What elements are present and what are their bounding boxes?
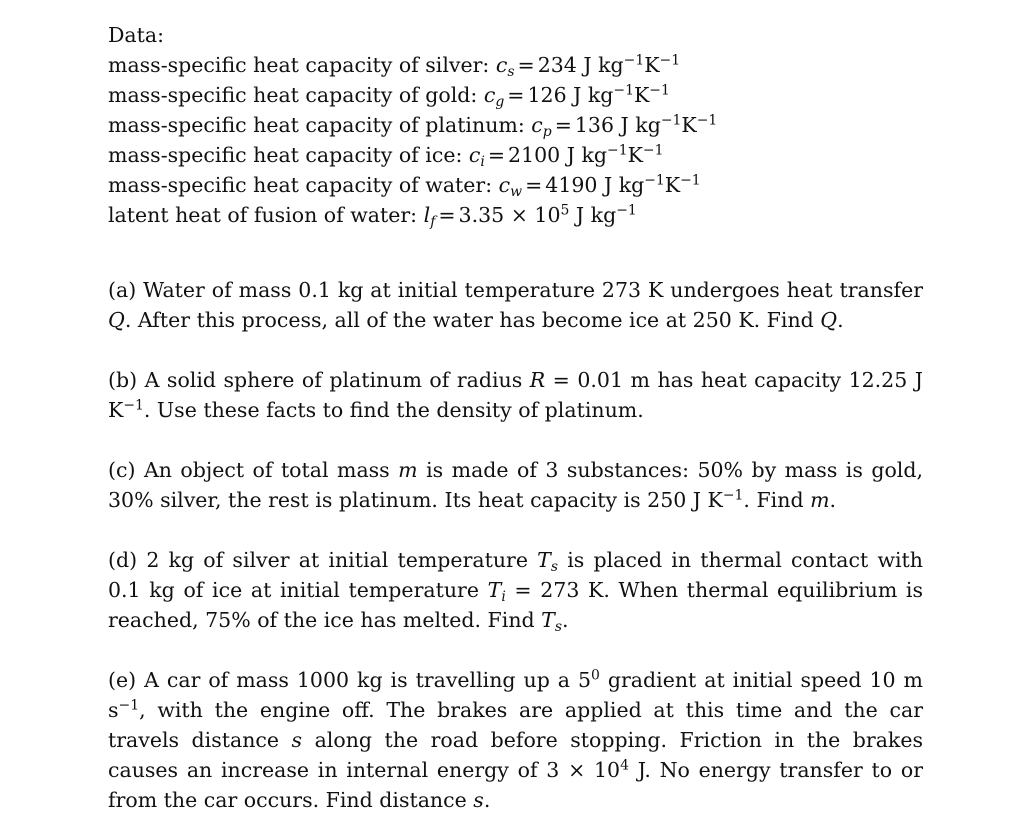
question-e bbox=[108, 665, 923, 815]
question-text: (c) An object of total mass bbox=[108, 458, 399, 482]
question-a bbox=[108, 275, 923, 335]
unit-exponent: −1 bbox=[642, 142, 664, 159]
data-label: mass-specific heat capacity of gold: bbox=[108, 83, 478, 107]
question-text: . bbox=[837, 308, 844, 332]
symbol: c bbox=[498, 173, 511, 197]
variable: Q bbox=[820, 308, 838, 332]
unit-k: K bbox=[681, 113, 697, 137]
question-text: is placed in thermal contact with 0.1 kg of ice at initial temperature bbox=[108, 548, 923, 602]
unit-exponent: −1 bbox=[659, 52, 681, 69]
variable-subscript: i bbox=[501, 589, 506, 606]
data-value: 126 J kg bbox=[527, 83, 614, 107]
variable: s bbox=[473, 788, 484, 812]
unit-exponent: −1 bbox=[616, 202, 637, 219]
question-text: (e) A car of mass 1000 kg is travelling up a 5 bbox=[108, 668, 592, 692]
exponent: −1 bbox=[123, 397, 144, 414]
question-text: (d) 2 kg of silver at initial temperature bbox=[108, 548, 538, 572]
symbol-subscript: g bbox=[495, 94, 505, 111]
data-item-latent-heat: latent heat of fusion of water: $l_f = 3.35 \times 10^5$ J $kg^{-1}$ bbox=[108, 202, 637, 231]
data-value: 234 J kg bbox=[537, 53, 624, 77]
question-text: is made of 3 substances: 50% by mass is gold, 30% silver, the rest is platinum. Its heat capacity is 250 J K bbox=[108, 458, 924, 512]
question-text: along the road before stopping. Friction in the brakes causes an increase in internal energy of 3 × 10 bbox=[108, 728, 923, 782]
data-value: 4190 J kg bbox=[545, 173, 645, 197]
question-text: . Find bbox=[743, 488, 811, 512]
variable: T bbox=[541, 608, 555, 632]
unit-k: K bbox=[627, 143, 643, 167]
data-value: 2100 J kg bbox=[508, 143, 608, 167]
question-text: J. No energy transfer to or from the car occurs. Find distance bbox=[108, 758, 923, 812]
data-label: mass-specific heat capacity of silver: bbox=[108, 53, 490, 77]
question-text: (a) Water of mass 0.1 kg at initial temperature 273 K undergoes heat transfer bbox=[108, 278, 923, 302]
variable: m bbox=[810, 488, 830, 512]
question-text: (b) A solid sphere of platinum of radius bbox=[108, 368, 530, 392]
exponent: 4 bbox=[620, 757, 629, 774]
question-text: . bbox=[562, 608, 569, 632]
question-text: , with the engine off. The brakes are applied at this time and the car travels distance bbox=[108, 698, 923, 752]
variable: T bbox=[537, 548, 551, 572]
data-item-gold: mass-specific heat capacity of gold: $c_g = 126$ J $kg^{-1}K^{-1}$ bbox=[108, 82, 670, 111]
data-label: mass-specific heat capacity of water: bbox=[108, 173, 493, 197]
unit-text: J kg bbox=[575, 203, 617, 227]
data-label: mass-specific heat capacity of platinum: bbox=[108, 113, 525, 137]
value-exponent: 5 bbox=[560, 202, 570, 219]
variable: Q bbox=[108, 308, 125, 332]
question-text: . bbox=[829, 488, 837, 512]
unit-exponent: −1 bbox=[660, 112, 682, 129]
unit-k: K bbox=[633, 83, 650, 107]
variable: m bbox=[398, 458, 418, 482]
data-item-ice: mass-specific heat capacity of ice: $c_i = 2100$ J $kg^{-1}K^{-1}$ bbox=[108, 142, 664, 171]
unit-exponent: −1 bbox=[607, 142, 628, 159]
question-d bbox=[108, 545, 923, 635]
question-text: . Use these facts to find the density of platinum. bbox=[143, 398, 644, 422]
symbol-subscript: s bbox=[507, 64, 515, 81]
symbol-subscript: f bbox=[430, 214, 436, 231]
variable-subscript: s bbox=[550, 559, 558, 576]
unit-k: K bbox=[644, 53, 660, 77]
variable: s bbox=[291, 728, 303, 752]
symbol: c bbox=[468, 143, 481, 167]
data-label: mass-specific heat capacity of ice: bbox=[108, 143, 463, 167]
question-text: = 0.01 m has heat capacity 12.25 J K bbox=[108, 368, 923, 422]
unit-exponent: −1 bbox=[644, 172, 665, 189]
unit-exponent: −1 bbox=[649, 82, 670, 99]
exponent: −1 bbox=[722, 487, 744, 504]
unit-exponent: −1 bbox=[623, 52, 645, 69]
question-text: = 273 K. When thermal equilibrium is reached, 75% of the ice has melted. Find bbox=[108, 578, 923, 632]
question-c bbox=[108, 455, 923, 515]
unit-exponent: −1 bbox=[696, 112, 718, 129]
exponent: −1 bbox=[118, 697, 140, 714]
variable: R bbox=[529, 368, 546, 392]
question-text: gradient at initial speed 10 m s bbox=[108, 668, 923, 722]
symbol: c bbox=[483, 83, 496, 107]
data-heading: Data: bbox=[108, 23, 165, 47]
data-value: 136 J kg bbox=[574, 113, 661, 137]
question-b bbox=[108, 365, 923, 425]
question-text: . bbox=[483, 788, 491, 812]
data-item-platinum: mass-specific heat capacity of platinum: $c_p = 136$ J $kg^{-1}K^{-1}$ bbox=[108, 112, 718, 141]
unit-exponent: −1 bbox=[613, 82, 634, 99]
data-label: latent heat of fusion of water: bbox=[108, 203, 418, 227]
data-value: 3.35 × 10 bbox=[458, 203, 561, 227]
exponent: 0 bbox=[591, 667, 600, 684]
unit-exponent: −1 bbox=[680, 172, 701, 189]
symbol: c bbox=[531, 113, 543, 137]
unit-k: K bbox=[664, 173, 681, 197]
variable-subscript: s bbox=[554, 619, 563, 636]
symbol-subscript: i bbox=[480, 154, 485, 171]
variable: T bbox=[487, 578, 502, 602]
data-item-water: mass-specific heat capacity of water: $c_w = 4190$ J $kg^{-1}K^{-1}$ bbox=[108, 172, 701, 201]
problem-sheet bbox=[108, 20, 923, 815]
symbol-subscript: w bbox=[510, 184, 523, 201]
symbol-subscript: p bbox=[542, 124, 552, 141]
data-item-silver: mass-specific heat capacity of silver: $c_s = 234$ J $kg^{-1}K^{-1}$ bbox=[108, 52, 681, 81]
symbol: c bbox=[495, 53, 508, 77]
symbol: l bbox=[423, 203, 431, 227]
question-text: . After this process, all of the water has become ice at 250 K. Find bbox=[124, 308, 821, 332]
